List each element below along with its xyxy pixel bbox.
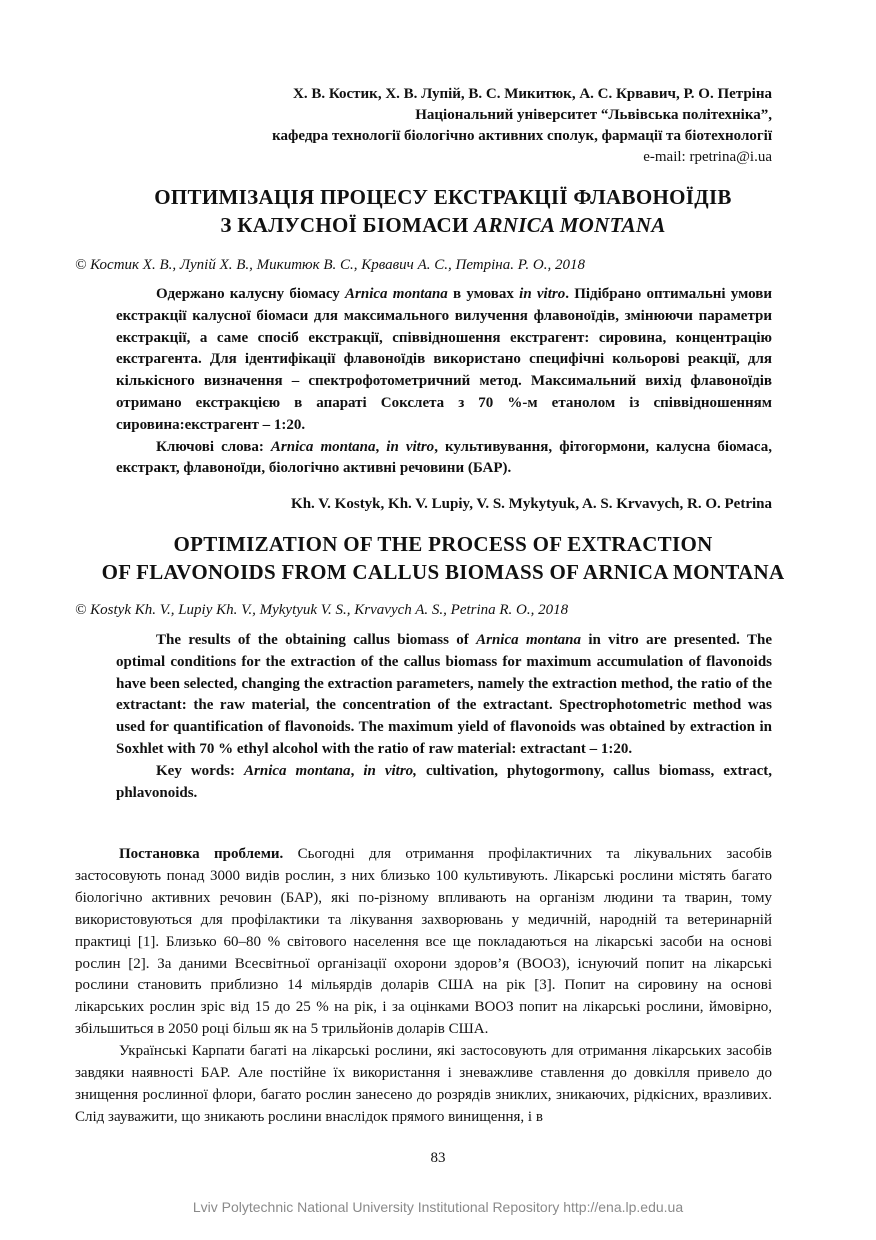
- ua-abstract-text: [116, 284, 772, 437]
- ua-title-line1: ОПТИМІЗАЦІЯ ПРОЦЕСУ ЕКСТРАКЦІЇ ФЛАВОНОЇДІВ: [154, 185, 732, 209]
- en-keyword-in-vitro: in vitro,: [363, 762, 417, 779]
- en-keywords-rest: cultivation, phytogormony, callus biomass, extract, phlavonoids.: [116, 762, 772, 801]
- en-copyright: © Kostyk Kh. V., Lupiy Kh. V., Mykytyuk V. S., Krvavych A. S., Petrina R. O., 2018: [75, 602, 569, 618]
- ua-abstract: [116, 284, 772, 480]
- en-title-line2: OF FLAVONOIDS FROM CALLUS BIOMASS OF ARNICA MONTANA: [101, 560, 785, 584]
- ua-email: [643, 147, 772, 168]
- ua-keywords: [116, 437, 772, 481]
- ua-keyword-species: Arnica montana: [270, 438, 376, 455]
- ua-title: [40, 183, 846, 239]
- section-heading-problem: Постановка проблеми.: [119, 846, 284, 862]
- ua-affiliation-department: кафедра технології біологічно активних сполук, фармації та біотехнології: [272, 128, 772, 144]
- body-paragraph-2: [75, 1041, 772, 1129]
- ua-email-text: e-mail: rpetrina@i.ua: [643, 149, 772, 165]
- ua-keywords-label: Ключові слова:: [156, 438, 271, 455]
- body-paragraph-2-text: Українські Карпати багаті на лікарські рослини, які застосовують для отримання лікарських засобів завдяки наявності БАР. Але постійне їх використання і зневажливе ставлення до довкілля привело до знищення рослинної флори, багато рослин занесено до розрядів зниклих, зникаючих, рідкісних, вразливих. Слід зауважити, що зникають рослини внаслідок прямого винищення, і в: [75, 1043, 772, 1125]
- ua-affiliation-university: Національний університет “Львівська політехніка”,: [415, 107, 772, 123]
- ua-authors: Х. В. Костик, Х. В. Лупій, В. С. Микитюк, А. С. Крвавич, Р. О. Петріна: [293, 86, 772, 102]
- en-authors: Kh. V. Kostyk, Kh. V. Lupiy, V. S. Mykytyuk, A. S. Krvavych, R. O. Petrina: [291, 496, 772, 512]
- body-paragraph-1-text: Сьогодні для отримання профілактичних та лікувальних засобів застосовують понад 3000 видів рослин, з них близько 100 культивують. Лікарські рослини містять багато біологічно активних речовин (БАР), які по-різному впливають на організм людини та тварин, тому використовуються для профілактики та лікування захворювань у медичній, народній та ветеринарній практиці [1]. Близько 60–80 % світового населення все ще покладаються на лікарські засоби на основі рослин [2]. За даними Всесвітньої організації охорони здоров’я (ВООЗ), існуючий попит на лікарські рослини становить приблизно 14 мільярдів доларів США на рік [3]. Попит на сировину на основі лікарських рослин зріс від 15 до 25 % на рік, і за оцінками ВООЗ попит на лікарські рослини, ймовірно, збільшиться в 2050 році більш як на 5 трильйонів доларів США.: [75, 846, 772, 1038]
- page-number: 83: [430, 1150, 446, 1166]
- ua-abstract-run: в умовах: [447, 286, 520, 302]
- en-title: [40, 530, 846, 586]
- en-abstract-run: in vitro are presented. The optimal conditions for the extraction of the callus biomass for maximum accumulation of flavonoids have been selected, changing the extraction parameters, namely the extraction method, the ratio of the extractant: the raw material, the concentration of the extractant. Spectrophotometric method was used for quantification of flavonoids. The maximum yield of flavonoids was obtained by extraction in Soxhlet with 70 % ethyl alcohol with the ratio of raw material: extractant – 1:20.: [116, 632, 772, 757]
- en-abstract: [116, 630, 772, 804]
- en-keyword-species: Arnica montana: [244, 762, 351, 779]
- en-keyword-sep: ,: [350, 762, 364, 779]
- en-abstract-species: Arnica montana: [476, 632, 581, 648]
- en-keywords: [116, 761, 772, 805]
- en-abstract-run: The results of the obtaining callus biomass of: [156, 632, 477, 648]
- ua-keyword-sep: ,: [375, 438, 387, 455]
- ua-abstract-run: Одержано калусну біомасу: [156, 286, 346, 302]
- ua-title-line2: [40, 211, 846, 239]
- ua-copyright: © Костик Х. В., Лупій Х. В., Микитюк В. С., Крвавич А. С., Петріна. Р. О., 2018: [75, 257, 585, 273]
- ua-title-line2-prefix: З КАЛУСНОЇ БІОМАСИ: [220, 213, 475, 237]
- ua-abstract-run: . Підібрано оптимальні умови екстракції калусної біомаси для максимального вилучення флавоноїдів, змінюючи параметри екстракції, а саме спосіб екстракції, співвідношення екстрагент: сировина, концентрацію екстрагента. Для ідентифікації флавоноїдів використано специфічні кольорові реакції, для кількісного визначення – спектрофотометричний метод. Максимальний вихід флавоноїдів отримано екстракцією в апараті Сокслета з 70 %-м етанолом із співвідношенням сировина:екстрагент – 1:20.: [116, 286, 773, 433]
- ua-abstract-in-vitro: in vitro: [519, 286, 566, 302]
- ua-keywords-rest: , культивування, фітогормони, калусна біомаса, екстракт, флавоноїди, біологічно активні речовини (БАР).: [116, 438, 773, 477]
- ua-title-species: ARNICA MONTANA: [474, 213, 666, 237]
- en-keywords-label: Key words:: [156, 762, 245, 779]
- body-paragraph-1: [75, 844, 772, 1041]
- body-section: [75, 844, 772, 1129]
- ua-keyword-in-vitro: in vitro: [386, 438, 435, 455]
- en-abstract-text: [116, 630, 772, 761]
- en-title-line1: OPTIMIZATION OF THE PROCESS OF EXTRACTION: [173, 532, 713, 556]
- repository-footer: Lviv Polytechnic National University Institutional Repository http://ena.lp.edu.ua: [192, 1199, 684, 1215]
- ua-abstract-species: Arnica montana: [345, 286, 448, 302]
